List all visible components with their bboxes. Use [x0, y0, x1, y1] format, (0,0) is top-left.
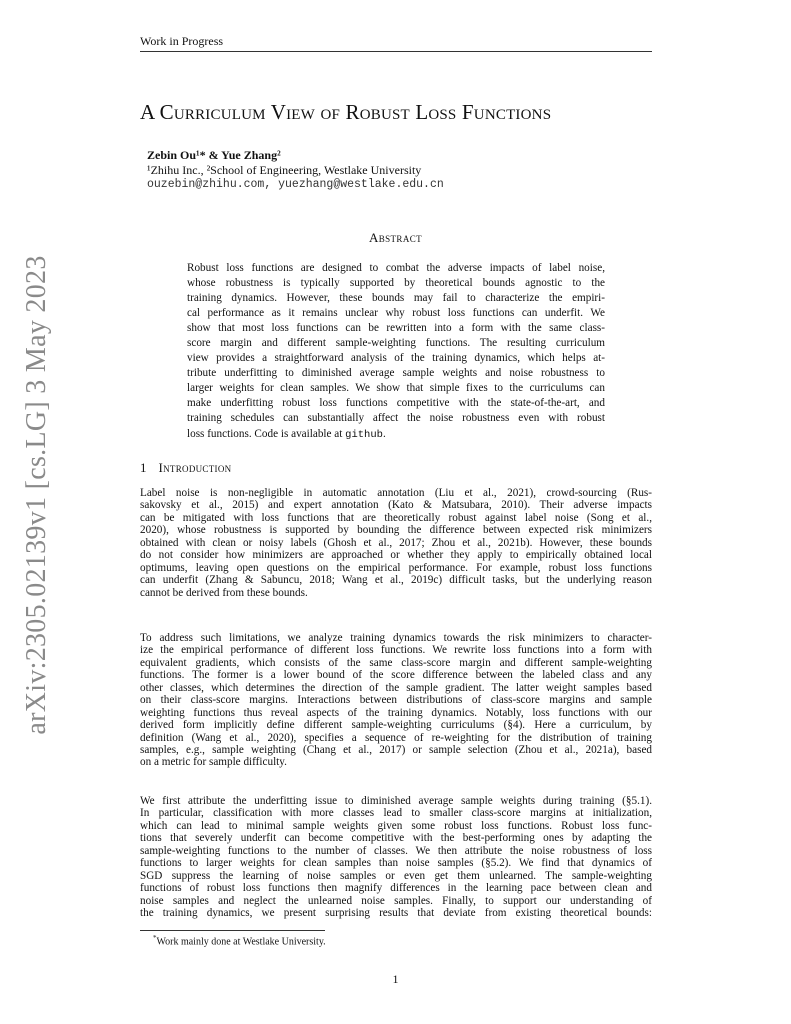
author-emails[interactable]: ouzebin@zhihu.com, yuezhang@westlake.edu.cn [147, 178, 444, 191]
paragraph-line: sample-weighting functions to the number of classes. We then attribute the noise robustness of loss [140, 844, 652, 857]
paragraph-line: samples, e.g., sample weighting (Chang et al., 2017) or sample selection (Zhou et al., 2021a), based [140, 743, 652, 756]
paragraph-line: functions to larger weights for clean samples than noise samples (§5.2). We find that dynamics of [140, 857, 652, 870]
paragraph-line: obtained with clean or noisy labels (Ghosh et al., 2017; Zhou et al., 2021b). However, these bounds [140, 536, 652, 549]
section-title: Introduction [158, 460, 232, 475]
paragraph-line: which can lead to minimal sample weights given some robust loss functions. Robust loss func- [140, 819, 652, 832]
abstract-line: training schedules can substantially affect the noise robustness even with robust [187, 412, 605, 425]
paragraph-line: on their class-score margins. Interactions between distributions of class-score margins and sample [140, 694, 652, 707]
section-number: 1 [140, 460, 147, 475]
paragraph-line: on a metric for sample difficulty. [140, 756, 287, 769]
paragraph-3 [140, 795, 652, 919]
footnote [153, 934, 326, 947]
paragraph-line: can be mitigated with loss functions that are theoretically robust against label noise (Song et al., [140, 511, 652, 524]
abstract-period: . [382, 427, 386, 440]
arxiv-identifier[interactable]: arXiv:2305.02139v1 [cs.LG] 3 May 2023 [21, 255, 52, 735]
paragraph-line: SGD suppress the learning of noise samples or even get them unlearned. The sample-weighting [140, 869, 652, 882]
paragraph-line: noise samples and neglect the unlearned noise samples. Finally, to support our understanding of [140, 894, 652, 907]
footnote-text: Work mainly done at Westlake University. [156, 936, 326, 948]
abstract-line: score margin and different sample-weighting functions. The resulting curriculum [187, 337, 605, 350]
abstract-line: cal performance as it remains unclear why robust loss functions can underfit. We [187, 307, 605, 320]
author-affiliations: ¹Zhihu Inc., ²School of Engineering, Westlake University [147, 163, 422, 177]
paragraph-line: 2020), whose robustness is supported by bounding the difference between expected risk minimizers [140, 524, 652, 537]
footnote-divider [140, 930, 325, 931]
abstract-line: training dynamics. However, these bounds may fail to characterize the empiri- [187, 292, 605, 305]
paragraph-line: Label noise is non-negligible in automatic annotation (Liu et al., 2021), crowd-sourcing (Rus- [140, 487, 652, 499]
paragraph-line: other classes, which determines the direction of the sample gradient. The latter weight samples based [140, 681, 652, 694]
paragraph-line: weighting functions thus reveal aspects of the training dynamics. Notably, loss functions with our [140, 706, 652, 719]
running-head: Work in Progress [140, 34, 652, 52]
github-link[interactable]: github [345, 428, 383, 441]
abstract-line-text: loss functions. Code is available at [187, 427, 343, 440]
abstract-line: larger weights for clean samples. We show that simple fixes to the curriculums can [187, 382, 605, 395]
abstract-body [187, 261, 605, 442]
abstract-line: tribute underfitting to diminished average sample weights and noise robustness to [187, 367, 605, 380]
abstract-line: whose robustness is typically supported by theoretical bounds agnostic to the [187, 277, 605, 290]
paragraph-line: functions of robust loss functions then magnify differences in the learning pace between clean and [140, 882, 652, 895]
paragraph-line: optimums, leaving open questions on the empirical performance. For example, robust loss functions [140, 561, 652, 574]
abstract-line: Robust loss functions are designed to combat the adverse impacts of label noise, [187, 262, 605, 274]
page-number: 1 [392, 972, 399, 986]
abstract-line: view provides a straightforward analysis of the training dynamics, which helps at- [187, 352, 605, 365]
paragraph-line: the training dynamics, we present surprising results that deviate from existing theoretical bounds: [140, 906, 652, 919]
paragraph-line: In particular, classification with more classes lead to smaller class-score margins at initialization, [140, 807, 652, 820]
paragraph-line: To address such limitations, we analyze training dynamics towards the risk minimizers to character- [140, 632, 652, 644]
arxiv-side-stamp [21, 255, 52, 735]
section-heading-introduction [140, 460, 231, 476]
paragraph-line: equivalent gradients, which consists of the same class-score margin and different sample-weighting [140, 656, 652, 669]
paragraph-line: cannot be derived from these bounds. [140, 586, 308, 599]
abstract-line: make underfitting robust loss functions competitive with the state-of-the-art, and [187, 397, 605, 410]
paragraph-line: definition (Wang et al., 2020), specifies a sequence of re-weighting for the distribution of training [140, 731, 652, 744]
author-list: Zebin Ou¹* & Yue Zhang² [147, 148, 281, 162]
abstract-heading: Abstract [368, 230, 423, 245]
paragraph-line: can underfit (Zhang & Sabuncu, 2018; Wang et al., 2019c) difficult tasks, but the underlying reason [140, 574, 652, 587]
abstract-line: show that most loss functions can be rewritten into a form with the same class- [187, 322, 605, 335]
paragraph-line: do not consider how minimizers are approached or whether they apply to empirically obtained local [140, 549, 652, 562]
paragraph-line: sakovsky et al., 2015) and expert annotation (Kato & Matsubara, 2010). Their adverse impacts [140, 499, 652, 512]
footnote-mark: * [153, 934, 157, 942]
abstract-last-line [187, 427, 605, 442]
paragraph-line: functions. The former is a lower bound of the score difference between the labeled class and any [140, 669, 652, 682]
paragraph-line: tions that severely underfit can become competitive with the best-performing ones by adapting the [140, 832, 652, 845]
paper-title: A Curriculum View of Robust Loss Functions [140, 100, 552, 124]
paragraph-1 [140, 487, 652, 599]
paragraph-line: derived form implicitly define different sample-weighting curriculums (§4). Here a curriculum, by [140, 719, 652, 732]
paragraph-2 [140, 632, 652, 769]
paragraph-line: We first attribute the underfitting issue to diminished average sample weights during training (§5.1). [140, 795, 652, 807]
paragraph-line: ize the empirical performance of different loss functions. We rewrite loss functions into a form with [140, 644, 652, 657]
